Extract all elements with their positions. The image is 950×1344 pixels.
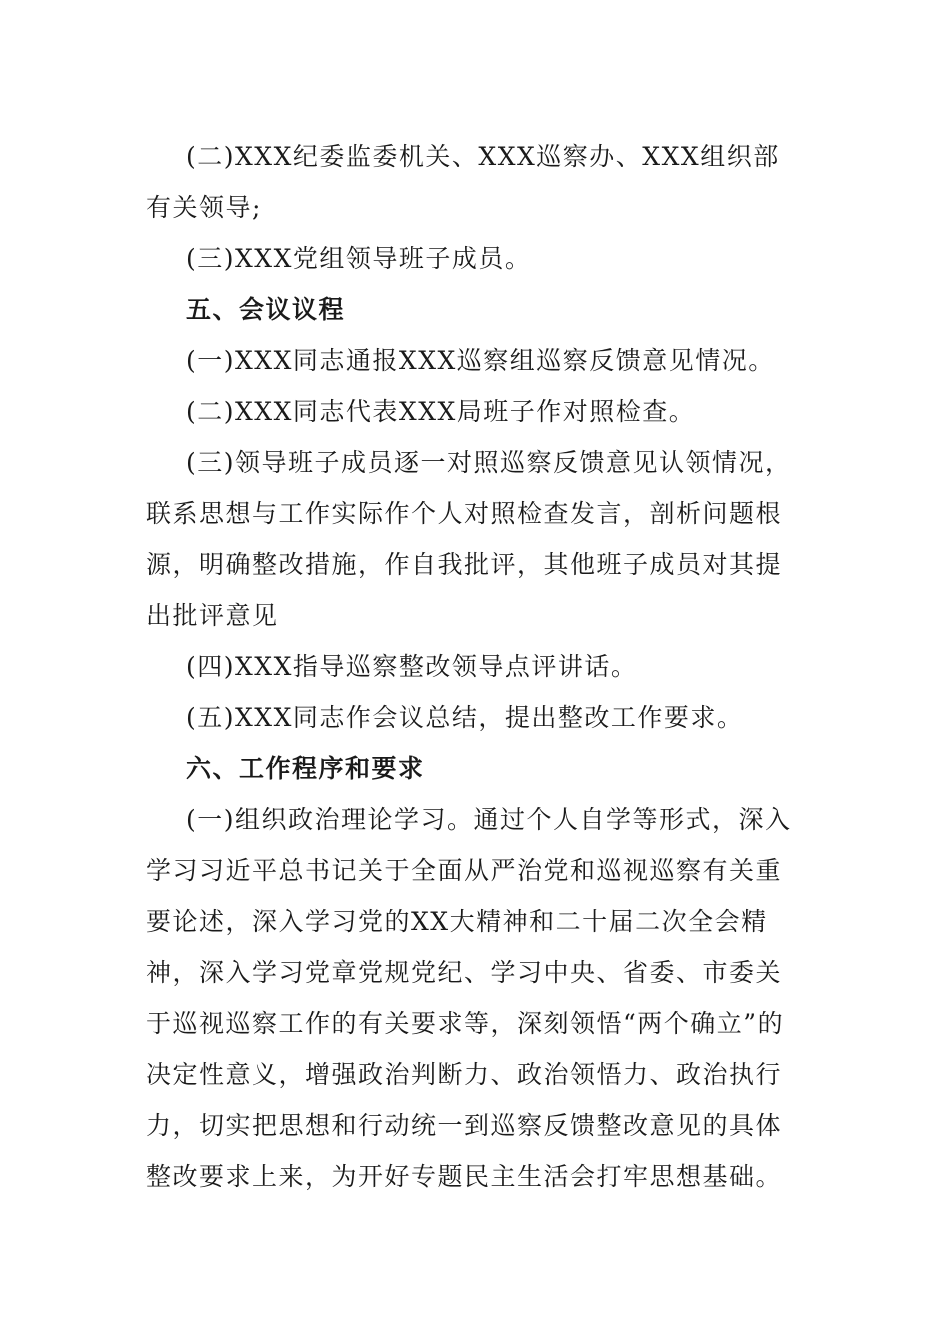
paragraph-agenda-2: (二)XXX同志代表XXX局班子作对照检查。 (186, 397, 696, 426)
paragraph-agenda-5: (五)XXX同志作会议总结，提出整改工作要求。 (186, 703, 744, 732)
paragraph-attendees-2: (二)XXX纪委监委机关、XXX巡察办、XXX组织部有关领导; (146, 142, 780, 222)
paragraph-agenda-3: (三)领导班子成员逐一对照巡察反馈意见认领情况，联系思想与工作实际作个人对照检查发言，剖析问题根源，明确整改措施，作自我批评，其他班子成员对其提出批评意见 (146, 448, 792, 630)
section-heading-agenda: 五、会议议程 (186, 295, 346, 324)
paragraph-procedure-1: (一)组织政治理论学习。通过个人自学等形式，深入学习习近平总书记关于全面从严治党和巡视巡察有关重要论述，深入学习党的XX大精神和二十届二次全会精神，深入学习党章党规党纪、学习中央、省委、市委关于巡视巡察工作的有关要求等，深刻领悟“两个确立”的决定性意义，增强政治判断力、政治领悟力、政治执行力，切实把思想和行动统一到巡察反馈整改意见的具体整改要求上来，为开好专题民主生活会打牢思想基础。 (146, 805, 792, 1191)
section-heading-procedures: 六、工作程序和要求 (186, 754, 425, 783)
paragraph-agenda-4: (四)XXX指导巡察整改领导点评讲话。 (186, 652, 638, 681)
paragraph-agenda-1: (一)XXX同志通报XXX巡察组巡察反馈意见情况。 (186, 346, 775, 375)
paragraph-attendees-3: (三)XXX党组领导班子成员。 (186, 244, 532, 273)
document-page (146, 131, 806, 1202)
